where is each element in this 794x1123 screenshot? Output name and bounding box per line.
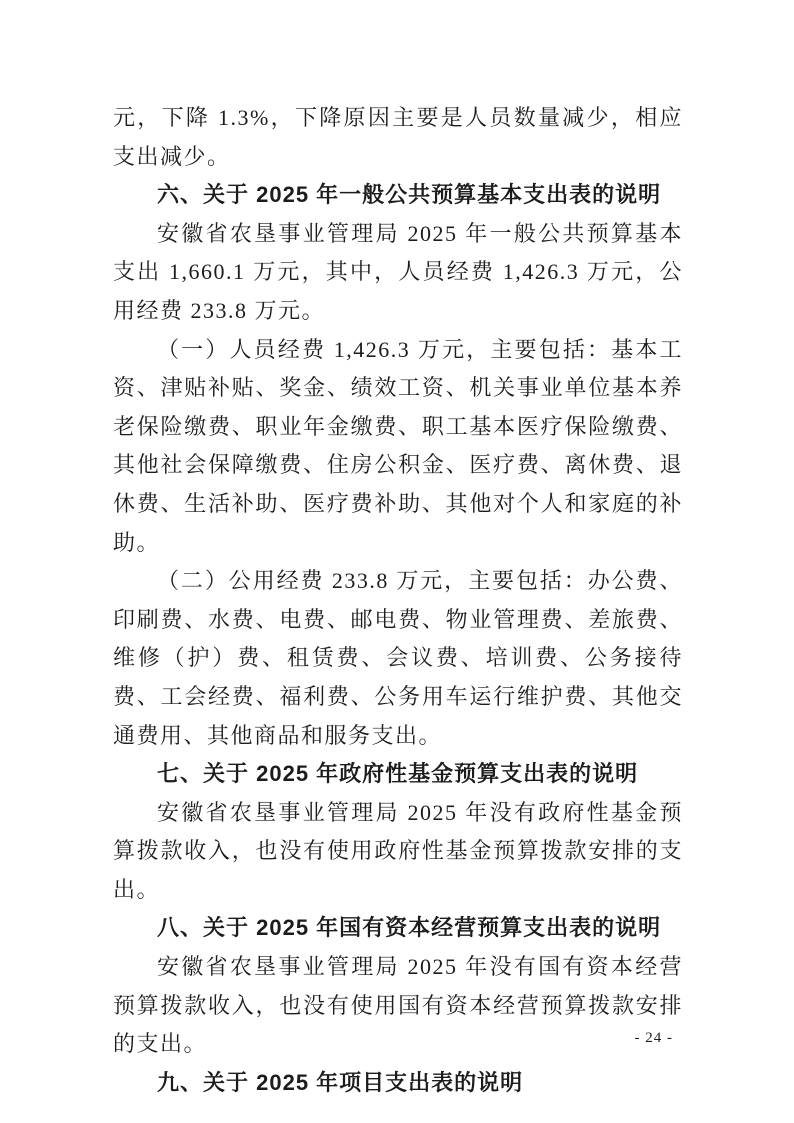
paragraph-basic-expenditure-summary: 安徽省农垦事业管理局 2025 年一般公共预算基本支出 1,660.1 万元，其中，人员经费 1,426.3 万元，公用经费 233.8 万元。 bbox=[113, 220, 683, 323]
section-heading-9: 九、关于 2025 年项目支出表的说明 bbox=[157, 1069, 524, 1095]
paragraph-public-funds: （二）公用经费 233.8 万元，主要包括：办公费、印刷费、水费、电费、邮电费、物业管理费、差旅费、维修（护）费、租赁费、会议费、培训费、公务接待费、工会经费、福利费、公务用车运行维护费、其他交通费用、其他商品和服务支出。 bbox=[113, 568, 683, 748]
section-heading-6: 六、关于 2025 年一般公共预算基本支出表的说明 bbox=[157, 182, 662, 208]
section-heading-8: 八、关于 2025 年国有资本经营预算支出表的说明 bbox=[157, 915, 662, 941]
paragraph-continuation: 元，下降 1.3%，下降原因主要是人员数量减少，相应支出减少。 bbox=[113, 105, 683, 169]
paragraph-state-capital-budget: 安徽省农垦事业管理局 2025 年没有国有资本经营预算拨款收入，也没有使用国有资本经营预算拨款安排的支出。 bbox=[113, 954, 683, 1057]
paragraph-personnel-funds: （一）人员经费 1,426.3 万元，主要包括：基本工资、津贴补贴、奖金、绩效工资、机关事业单位基本养老保险缴费、职业年金缴费、职工基本医疗保险缴费、其他社会保障缴费、住房公积金、医疗费、离休费、退休费、生活补助、医疗费补助、其他对个人和家庭的补助。 bbox=[113, 336, 683, 555]
page-number: - 24 - bbox=[634, 1030, 673, 1046]
paragraph-government-fund-budget: 安徽省农垦事业管理局 2025 年没有政府性基金预算拨款收入，也没有使用政府性基金预算拨款安排的支出。 bbox=[113, 799, 683, 902]
document-body bbox=[113, 99, 683, 1102]
section-heading-7: 七、关于 2025 年政府性基金预算支出表的说明 bbox=[157, 761, 639, 787]
